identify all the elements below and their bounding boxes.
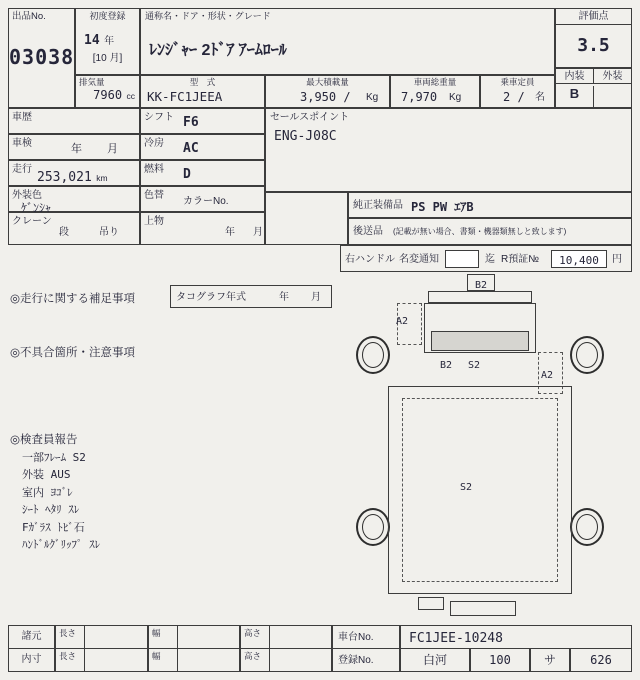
report-line: 室内 ﾖｺﾞﾚ [22,486,73,499]
diagram-mark-left: A2 [396,316,409,327]
interior-exterior-box [555,68,632,108]
diagram-mark-right: A2 [541,370,554,381]
length-cell-divider [84,626,85,648]
inner-height-label: 高さ [244,651,262,661]
rear-right-wheel [570,508,604,546]
tachograph-label: タコグラフ年式 [176,292,246,303]
fuel-box [140,160,265,186]
name-change-blank-box [445,250,479,268]
model-name-value: ﾚﾝｼﾞｬｰ 2ﾄﾞｱ ｱｰﾑﾛｰﾙ [149,42,287,59]
lot-number-box [8,8,75,108]
shift-box [140,108,265,134]
truck-rear-small-box [418,597,444,610]
width-label: 幅 [152,628,161,638]
sales-point-value: ENG-J08C [274,129,337,144]
report-line: Fｶﾞﾗｽ ﾄﾋﾞ石 [22,521,85,534]
inner-width-cell [148,648,240,672]
capacity-value: 2 / [503,90,525,104]
lot-number-value: 03038 [9,45,75,69]
chassis-no-value-cell [400,625,632,649]
aircon-label: 冷房 [144,138,164,149]
length-cell [55,625,148,649]
body-type-label: 上物 [144,216,164,227]
width-cell [148,625,240,649]
sales-point-box [265,108,632,192]
inner-length-label: 長さ [59,651,77,661]
inspection-label: 車検 [12,138,32,149]
rhd-deposit-row [340,245,632,272]
inspection-month-label: 月 [107,143,118,155]
chassis-no-value: FC1JEE-10248 [409,631,503,646]
first-registration-month: [10 月] [92,53,123,64]
max-load-value: 3,950 / [300,90,351,104]
fuel-value: D [183,167,191,182]
registration-kana-value: サ [543,653,556,667]
fuel-label: 燃料 [144,164,164,175]
model-code-value: KK-FC1JEEA [147,89,223,104]
history-label: 車歴 [12,112,32,123]
front-left-wheel [356,336,390,374]
model-code-label: 型 式 [189,77,216,87]
report-line: ｼｰﾄ ﾍﾀﾘ ｽﾚ [22,503,80,516]
model-code-box [140,75,265,108]
height-label: 高さ [244,628,262,638]
deposit-value-box [551,250,607,268]
inner-height-cell-divider [269,649,270,671]
repaint-color-no-label: カラーNo. [183,196,229,207]
dimensions-row-label-text: 諸元 [21,631,42,642]
capacity-unit: 名 [535,92,545,103]
sales-point-label: セールスポイント [270,112,350,123]
shift-label: シフト [144,112,174,123]
displacement-box [75,75,140,108]
mileage-box [8,160,140,186]
registration-class-value: 100 [489,653,511,667]
defects-heading: ◎不具合箇所・注意事項 [10,347,136,359]
truck-front-bumper [428,291,532,303]
gvw-value: 7,970 [401,90,438,104]
mileage-value-wrap [37,168,108,186]
rhd-label: 右ハンドル [345,254,395,265]
gvw-box [390,75,480,108]
tachograph-box [170,285,332,308]
max-load-unit: Kg [366,92,379,103]
length-label: 長さ [59,628,77,638]
interior-grade-value: B [556,86,594,107]
first-registration-year-value: 14 [84,33,100,48]
truck-cargo-bed-inner [402,398,558,582]
shift-value: F6 [183,115,199,130]
model-name-box [140,8,555,75]
chassis-no-label: 車台No. [338,632,374,643]
rear-left-wheel [356,508,390,546]
height-cell [240,625,332,649]
genuine-equipment-label: 純正装備品 [353,200,403,211]
inner-height-cell [240,648,332,672]
mileage-unit: km [96,173,108,183]
inner-width-label: 幅 [152,651,161,661]
gvw-unit: Kg [449,92,462,103]
score-value: 3.5 [577,35,610,56]
registration-area-value: 白河 [422,653,447,667]
aircon-value: AC [183,141,199,156]
crane-hook-label: 吊り [99,227,119,238]
capacity-box [480,75,555,108]
crane-box [8,212,140,245]
score-box [555,8,632,68]
truck-windshield [431,331,529,351]
max-load-label: 最大積載量 [306,77,349,87]
exterior-color-box [8,186,140,215]
exterior-color-value: ｹﾞﾝｼｬ [21,201,52,215]
deposit-value: 10,400 [559,254,599,267]
crane-stage-label: 段 [59,227,69,238]
repaint-label: 色替 [144,190,164,201]
tachograph-year-label: 年 [279,292,289,303]
registration-number-cell [570,648,632,672]
registration-kana-cell [530,648,570,672]
exterior-label: 外装 [594,69,631,84]
height-cell-divider [269,626,270,648]
tachograph-month-label: 月 [311,292,321,303]
diagram-mark-center-s: S2 [468,360,481,371]
dimensions-row-label [8,625,55,649]
mileage-supplement-heading: ◎走行に関する補足事項 [10,293,136,305]
inspector-report-heading: ◎検査員報告 [10,434,78,446]
width-cell-divider [177,626,178,648]
score-label: 評価点 [556,9,631,25]
name-change-label: 名変通知 [399,254,439,265]
displacement-value-wrap [93,86,135,104]
yen-label: 円 [612,254,622,265]
report-line: 一部ﾌﾚｰﾑ S2 [22,451,86,464]
crane-label: クレーン [12,216,52,227]
report-line: ﾊﾝﾄﾞﾙｸﾞﾘｯﾌﾟ ｽﾚ [22,538,101,551]
later-items-box [348,218,632,245]
inner-length-cell [55,648,148,672]
lot-number-label: 出品No. [12,11,46,22]
first-registration-year-suffix: 年 [104,36,115,47]
inner-width-cell-divider [177,649,178,671]
deposit-label: R預証№ [501,254,539,265]
genuine-equipment-value: PS PW ｴｱB [411,200,474,214]
mileage-label: 走行 [12,164,32,175]
truck-rear-wide-box [450,601,516,616]
first-registration-label: 初度登録 [89,11,126,21]
inspection-year-label: 年 [71,143,82,155]
inspection-box [8,134,140,160]
displacement-label: 排気量 [79,77,105,87]
diagram-mark-top: B2 [474,280,488,291]
interior-label: 内装 [556,69,594,84]
model-name-label: 通称名・ドア・形状・グレード [145,11,271,21]
capacity-label: 乗車定員 [500,77,535,87]
displacement-unit: cc [126,91,135,101]
mileage-value: 253,021 [37,170,92,185]
displacement-value: 7960 [93,88,123,102]
max-load-box [265,75,390,108]
later-items-note: (記載が無い場合、書類・機器類無しと致します) [393,227,567,236]
diagram-mark-center-b: B2 [440,360,453,371]
body-year-label: 年 [225,227,235,238]
front-right-wheel [570,336,604,374]
exterior-color-label: 外装色 [12,190,42,201]
inner-length-cell-divider [84,649,85,671]
registration-no-label: 登録No. [338,655,374,666]
genuine-equipment-box [348,192,632,218]
body-type-box [140,212,265,245]
report-line: 外装 AUS [22,468,71,481]
registration-no-label-cell [332,648,400,672]
first-registration-box [75,8,140,75]
aircon-box [140,134,265,160]
diagram-mark-top-box [467,274,495,291]
inner-dimensions-row-label [8,648,55,672]
body-month-label: 月 [253,227,263,238]
diagram-mark-bed: S2 [460,482,473,493]
registration-area-cell [400,648,470,672]
gvw-label: 車両総重量 [413,77,457,87]
registration-number-value: 626 [590,653,612,667]
sales-point-continuation-box [265,192,348,245]
chassis-no-label-cell [332,625,400,649]
inner-dimensions-row-label-text: 内寸 [21,654,42,665]
history-box [8,108,140,134]
later-items-label: 後送品 [353,226,383,237]
until-label: 迄 [485,254,495,265]
repaint-box [140,186,265,212]
first-registration-year [84,31,114,49]
registration-class-cell [470,648,530,672]
